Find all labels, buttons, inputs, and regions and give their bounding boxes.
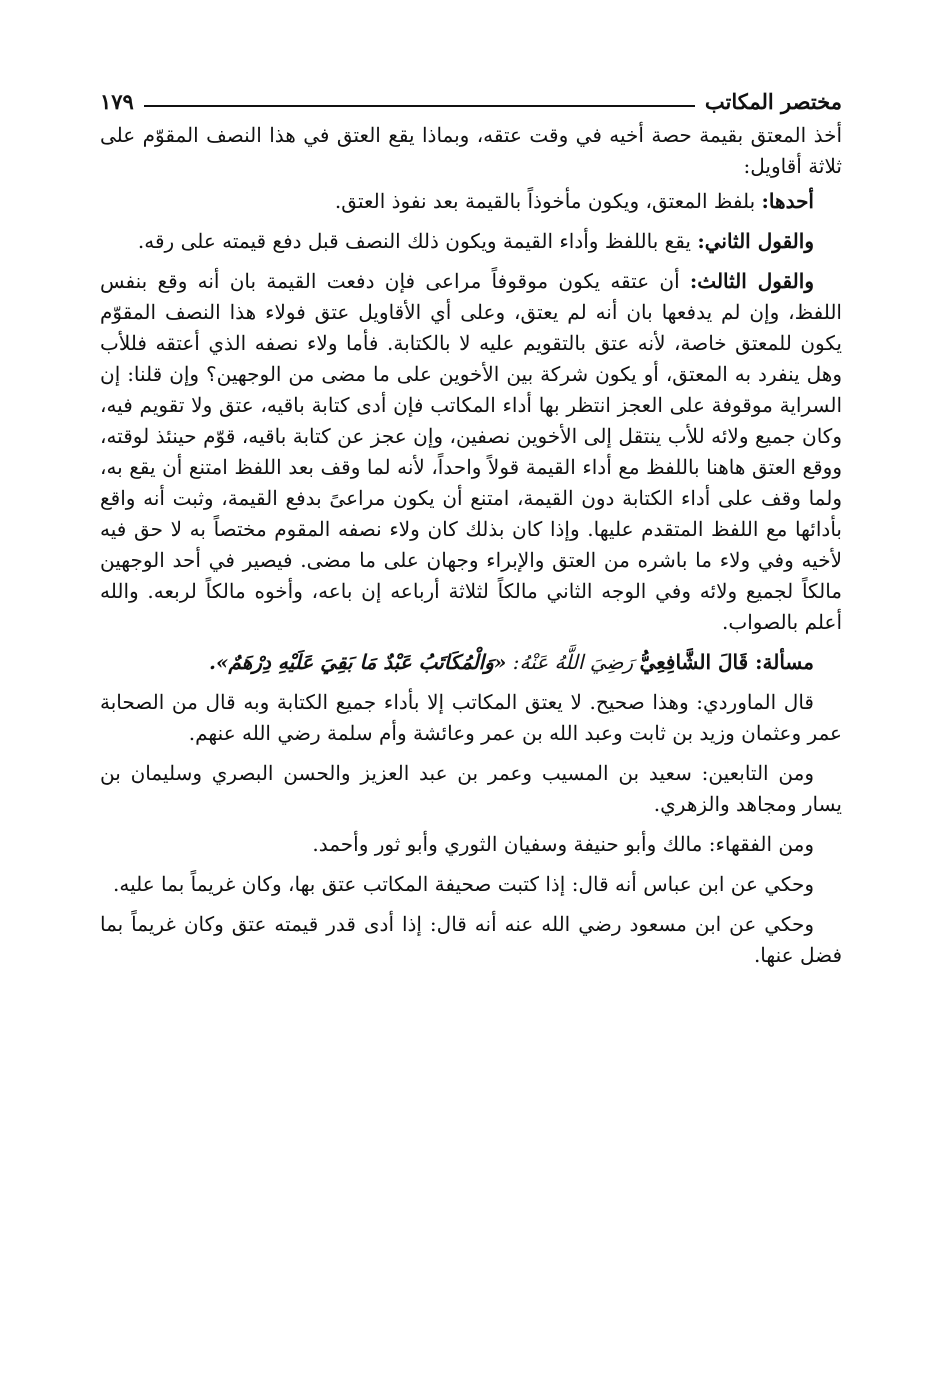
header-rule [144, 105, 695, 107]
paragraph-mawardi: قال الماوردي: وهذا صحيح. لا يعتق المكاتب إلا بأداء جميع الكتابة وبه قال من الصحابة عمر وعثمان وزيد بن ثابت وعبد الله بن عمر وعائشة وأم سلمة رضي الله عنهم. [100, 690, 842, 745]
paragraph-ibn-abbas: وحكي عن ابن عباس أنه قال: إذا كتبت صحيفة المكاتب عتق بها، وكان غريماً بما عليه. [113, 872, 814, 896]
paragraph-tabieen: ومن التابعين: سعيد بن المسيب وعمر بن عبد العزيز والحسن البصري وسليمان بن يسار ومجاهد والزهري. [100, 761, 842, 816]
paragraph-second-opinion [100, 226, 842, 257]
paragraph-third-opinion [100, 266, 842, 638]
paragraph-fuqaha: ومن الفقهاء: مالك وأبو حنيفة وسفيان الثوري وأبو ثور وأحمد. [312, 832, 814, 856]
masala-label: مسألة: قَالَ الشَّافِعِيُّ [639, 650, 814, 674]
first-opinion-label: أحدها: [761, 189, 814, 213]
paragraph-masala-heading [100, 647, 842, 678]
paragraph-ibn-masud: وحكي عن ابن مسعود رضي الله عنه أنه قال: إذا أدى قدر قيمته عتق وكان غريماً بما فضل عنها. [100, 912, 842, 967]
second-opinion-text: يقع باللفظ وأداء القيمة ويكون ذلك النصف قبل دفع قيمته على رقه. [137, 229, 698, 253]
paragraph-continuation: أخذ المعتق بقيمة حصة أخيه في وقت عتقه، وبماذا يقع العتق في هذا النصف المقوّم على ثلاثة أقاويل: [100, 123, 842, 178]
masala-quote: «وَالْمُكَاتَبُ عَبْدٌ مَا بَقِيَ عَلَيْهِ دِرْهَمٌ». [209, 650, 507, 674]
second-opinion-label: والقول الثاني: [697, 229, 814, 253]
page-number: ١٧٩ [100, 89, 134, 114]
first-opinion-text: بلفظ المعتق، ويكون مأخوذاً بالقيمة بعد نفوذ العتق. [334, 189, 762, 213]
third-opinion-label: والقول الثالث: [689, 269, 814, 293]
running-title: مختصر المكاتب [704, 89, 842, 114]
body-text [100, 120, 842, 971]
third-opinion-text: أن عتقه يكون موقوفاً مراعى فإن دفعت القيمة بان أنه وقع بنفس اللفظ، وإن لم يدفعها بان أنه لم يعتق، وعلى أي الأقاويل عتق فولاء هذا النصف المقوّم يكون للمعتق خاصة، لأنه عتق بالتقويم عليه لا بالكتابة. فأما ولاء نصفه الذي أعتقه فللأب وهل ينفرد به المعتق، أو يكون شركة بين الأخوين على ما مضى من الوجهين؟ وإن قلنا: إن السراية موقوفة على العجز انتظر بها أداء المكاتب فإن أدى كتابة باقيه، عتق ولا تقويم فيه، وكان جميع ولائه للأب ينتقل إلى الأخوين نصفين، وإن عجز عن كتابة باقيه، قوّم حينئذ لوقته، ووقع العتق هاهنا باللفظ مع أداء القيمة قولاً واحداً، لأنه لما وقف بعد اللفظ امتنع أن يقع به، ولما وقف على أداء الكتابة دون القيمة، امتنع أن يكون مراعىً بدفع القيمة، وثبت أنه واقع بأدائها مع اللفظ المتقدم عليها. وإذا كان بذلك كان ولاء نصفه المقوم مختصاً به لا حق فيه لأخيه وفي ولاء ما باشره من العتق والإبراء وجهان على ما مضى. فيصير في أحد الوجهين مالكاً لجميع ولائه وفي الوجه الثاني مالكاً لثلاثة أرباعه إن باعه، وأخوه مالكاً لربعه. والله أعلم بالصواب. [100, 269, 842, 634]
running-header [100, 82, 842, 114]
masala-honorific: رَضِيَ اللَّهُ عَنْهُ: [506, 650, 640, 674]
paragraph-first-opinion [100, 186, 842, 217]
